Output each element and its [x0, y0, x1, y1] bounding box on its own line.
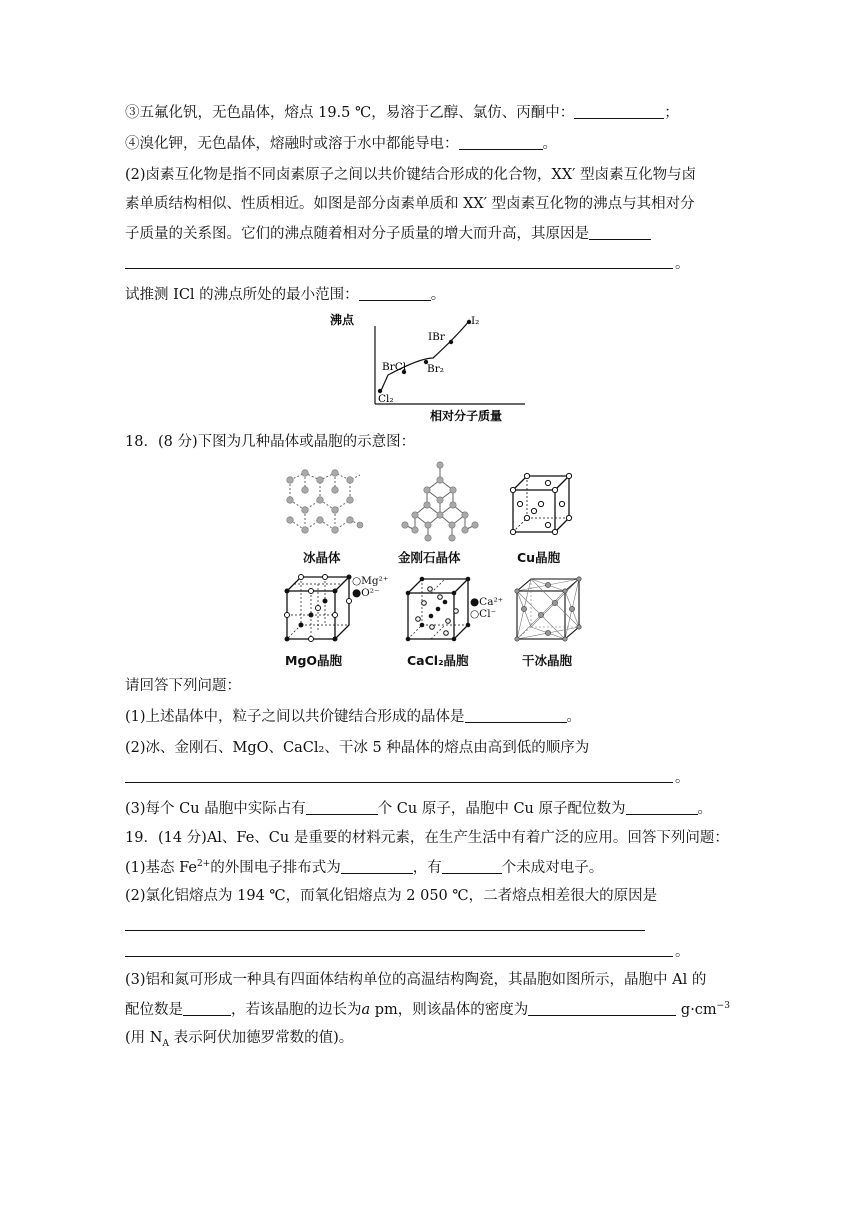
- answer-blank: [528, 1001, 676, 1016]
- ca-ion-label: Ca²⁺: [479, 596, 504, 608]
- question-19-title: 19．(14 分)Al、Fe、Cu 是重要的材料元素，在生产生活中有着广泛的应用。回答下列问题：: [125, 830, 729, 846]
- label-br2: Br₂: [427, 363, 444, 375]
- question-18-title: 18．(8 分)下图为几种晶体或晶胞的示意图：: [125, 434, 416, 450]
- label-cl2: Cl₂: [378, 393, 394, 405]
- diamond-label: 金刚石晶体: [398, 550, 461, 565]
- dry-ice-cell-diagram: [513, 575, 583, 645]
- cacl2-cell-diagram: [404, 575, 474, 645]
- boiling-point-graph: [330, 308, 530, 423]
- mgo-legend: ○Mg²⁺ ●O²⁻: [352, 575, 389, 599]
- mg-ion-label: Mg²⁺: [361, 575, 389, 587]
- answer-blank: [306, 800, 378, 815]
- text-line-kbr: ④溴化钾，无色晶体，熔融时或溶于水中都能导电： 。: [125, 136, 557, 152]
- cu-label: Cu晶胞: [517, 550, 561, 565]
- cl-ion-label: Cl⁻: [479, 608, 497, 620]
- label-i2: I₂: [471, 315, 480, 327]
- answer-blank: [589, 225, 651, 240]
- ice-label: 冰晶体: [303, 550, 341, 565]
- line-end-mark: 。: [675, 256, 690, 272]
- answer-blank: [574, 104, 664, 119]
- q19-part3a: (3)铝和氮可形成一种具有四面体结构单位的高温结构陶瓷，其晶胞如图所示，晶胞中 Al 的: [125, 972, 707, 988]
- cu-cell-diagram: [505, 470, 575, 540]
- o-ion-label: O²⁻: [361, 587, 380, 599]
- diamond-crystal-diagram: [395, 460, 485, 545]
- text-line-q2c: 子质量的关系图。它们的沸点随着相对分子质量的增大而升高，其原因是: [125, 224, 651, 244]
- text-line-q2a: (2)卤素互化物是指不同卤素原子之间以共价键结合形成的化合物，XX′ 型卤素互化物与卤: [125, 167, 697, 183]
- label-brcl: BrCl: [382, 361, 407, 373]
- point-ibr: [449, 340, 453, 344]
- q19-part2: (2)氯化铝熔点为 194 ℃，而氧化铝熔点为 2 050 ℃，二者熔点相差很大的原因是: [125, 888, 658, 904]
- label-ibr: IBr: [428, 331, 445, 343]
- line-end-mark: 。: [675, 944, 690, 960]
- q18-part1: (1)上述晶体中，粒子之间以共价键结合形成的晶体是 。: [125, 709, 582, 725]
- answer-blank: [465, 708, 567, 723]
- mgo-label: MgO晶胞: [285, 653, 343, 668]
- q18-part2: (2)冰、金刚石、MgO、CaCl₂、干冰 5 种晶体的熔点由高到低的顺序为: [125, 740, 590, 756]
- answer-blank: [341, 859, 413, 874]
- answer-rule: [125, 782, 673, 783]
- graph-ylabel: 沸点: [330, 313, 355, 327]
- q19-part3b: 配位数是 ，若该晶胞的边长为a pm，则该晶体的密度为 $g\cdot cm^{-3}$: [125, 1001, 730, 1018]
- answer-blank: [183, 1001, 231, 1016]
- answer-rule: [125, 930, 645, 931]
- text-line-q2b: 素单质结构相似、性质相近。如图是部分卤素单质和 XX′ 型卤素互化物的沸点与其相对分: [125, 196, 695, 212]
- answer-blank: [626, 800, 698, 815]
- answer-blank: [359, 286, 431, 301]
- text-line-vf5: ③五氟化钒，无色晶体，熔点 19.5 ℃，易溶于乙醇、氯仿、丙酮中： ；: [125, 105, 679, 121]
- text-line-icl: 试推测 ICl 的沸点所处的最小范围： 。: [125, 287, 446, 303]
- q19-part3c: (用 $N_A$ 表示阿伏加德罗常数的值)。: [125, 1030, 354, 1049]
- cacl2-legend: ●Ca²⁺ ○Cl⁻: [470, 596, 504, 620]
- q18-intro: 请回答下列问题：: [125, 678, 241, 694]
- graph-xlabel: 相对分子质量: [430, 409, 503, 423]
- mgo-cell-diagram: [283, 573, 353, 645]
- answer-blank: [459, 135, 543, 150]
- cacl2-label: CaCl₂晶胞: [407, 653, 469, 668]
- q18-part3: (3)每个 Cu 晶胞中实际占有 个 Cu 原子，晶胞中 Cu 原子配位数为 。: [125, 801, 713, 817]
- answer-rule: [125, 268, 673, 269]
- answer-rule: [125, 956, 673, 957]
- graph-curve: [380, 320, 470, 393]
- ice-crystal-diagram: [280, 465, 370, 545]
- q19-part1: (1)基态 $Fe^{2+}$的外围电子排布式为 ，有 个未成对电子。: [125, 859, 604, 876]
- line-end-mark: 。: [675, 770, 690, 786]
- answer-blank: [442, 859, 502, 874]
- dry-ice-label: 干冰晶胞: [522, 653, 573, 668]
